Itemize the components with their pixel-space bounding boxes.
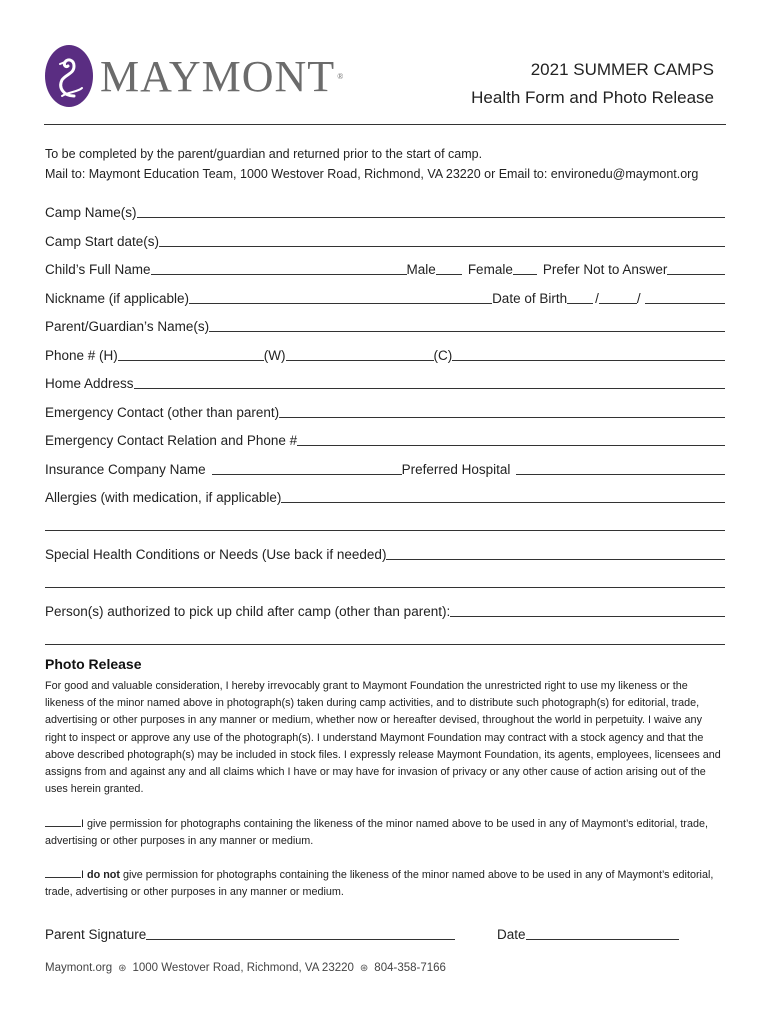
header-line-2: Health Form and Photo Release xyxy=(471,88,714,107)
prefer-not-label: Prefer Not to Answer xyxy=(542,262,668,277)
camp-start-field[interactable] xyxy=(159,245,725,247)
male-label: Male xyxy=(406,262,436,277)
emergency-contact-row xyxy=(45,400,725,422)
emergency-relation-field[interactable] xyxy=(297,444,725,446)
opt-out-bold: do not xyxy=(87,869,120,881)
allergies-extra-line[interactable] xyxy=(45,530,725,531)
intro-line-2: Mail to: Maymont Education Team, 1000 Westover Road, Richmond, VA 23220 or Email to: environedu@maymont.org xyxy=(45,167,699,181)
home-address-field[interactable] xyxy=(134,387,725,389)
emergency-relation-label: Emergency Contact Relation and Phone # xyxy=(45,433,298,448)
date-row xyxy=(497,922,679,944)
parent-name-label: Parent/Guardian’s Name(s) xyxy=(45,319,210,334)
child-name-row xyxy=(45,257,725,279)
footer xyxy=(45,962,446,974)
camp-start-row xyxy=(45,229,725,251)
special-health-field[interactable] xyxy=(386,558,725,560)
emergency-relation-row xyxy=(45,428,725,450)
parent-signature-row xyxy=(45,922,455,944)
dob-label: Date of Birth xyxy=(492,291,568,306)
footer-separator-icon: ⊛ xyxy=(118,962,127,974)
maymont-swan-logo-icon xyxy=(44,44,94,108)
photo-release-body: For good and valuable consideration, I hereby irrevocably grant to Maymont Foundation the unrestricted right to use my likeness or the likeness of the minor named above in photograph(s) taken during camp activities, and to distribute such photograph(s) for editorial, trade, advertising or other purposes in any manner or medium, whether now or hereafter devised, throughout the world in perpetuity. I waive any right to inspect or approve any use of the photograph(s). I understand Maymont Foundation may contract with a stock agency and that the above described photograph(s) may be included in stock files. I expressly release Maymont Foundation, its agents, employees, licensees and assigns from and against any and all claims which I have or may have for invasion of privacy or any other cause of action arising out of the uses herein granted. xyxy=(45,680,721,796)
intro-line-1: To be completed by the parent/guardian and returned prior to the start of camp. xyxy=(45,147,483,161)
header-title xyxy=(471,56,714,112)
intro-text xyxy=(45,144,698,184)
insurance-label: Insurance Company Name xyxy=(45,462,206,477)
photo-opt-out xyxy=(45,867,725,901)
photo-release-title: Photo Release xyxy=(45,656,142,672)
maymont-logo xyxy=(44,44,354,108)
opt-out-text: give permission for photographs containing the likeness of the minor named above to be used in any of Maymont’s editorial, trade, advertising or other purposes in any manner or medium. xyxy=(45,869,714,899)
nickname-label: Nickname (if applicable) xyxy=(45,291,190,306)
footer-address: 1000 Westover Road, Richmond, VA 23220 xyxy=(132,962,354,974)
phone-home-field[interactable] xyxy=(118,359,264,361)
dob-slash-2: / xyxy=(636,291,641,306)
dob-slash-1: / xyxy=(595,291,599,306)
insurance-field[interactable] xyxy=(212,473,402,475)
allergies-label: Allergies (with medication, if applicable) xyxy=(45,490,282,505)
allergies-field[interactable] xyxy=(281,501,725,503)
hospital-label: Preferred Hospital xyxy=(401,462,511,477)
special-health-row xyxy=(45,542,725,564)
dob-year-field[interactable] xyxy=(645,302,725,304)
nickname-row xyxy=(45,286,725,308)
opt-in-initial-field[interactable] xyxy=(45,816,81,827)
parent-signature-label: Parent Signature xyxy=(45,927,147,942)
maymont-wordmark: MAYMONT ® xyxy=(100,52,345,101)
home-address-row xyxy=(45,371,725,393)
opt-in-text: I give permission for photographs containing the likeness of the minor named above to be used in any of Maymont’s editorial, trade, advertising or other purposes in any manner or medium. xyxy=(45,818,708,848)
phone-work-label: (W) xyxy=(263,348,286,363)
pickup-row xyxy=(45,599,725,621)
phone-home-label: Phone # (H) xyxy=(45,348,118,363)
home-address-label: Home Address xyxy=(45,376,134,391)
opt-out-prefix: I xyxy=(81,869,84,881)
photo-opt-in xyxy=(45,816,725,850)
female-label: Female xyxy=(467,262,513,277)
opt-out-initial-field[interactable] xyxy=(45,867,81,878)
footer-separator-icon: ⊛ xyxy=(359,962,369,974)
header-line-1: 2021 SUMMER CAMPS xyxy=(530,60,714,79)
prefer-not-field[interactable] xyxy=(667,273,725,275)
special-health-label: Special Health Conditions or Needs (Use back if needed) xyxy=(45,547,387,562)
phone-cell-label: (C) xyxy=(433,348,453,363)
camp-start-label: Camp Start date(s) xyxy=(45,234,160,249)
camp-name-row xyxy=(45,200,725,222)
footer-phone: 804-358-7166 xyxy=(374,962,446,974)
special-health-extra-line[interactable] xyxy=(45,587,725,588)
header-divider xyxy=(44,124,726,125)
male-field[interactable] xyxy=(436,273,462,275)
footer-site: Maymont.org xyxy=(45,962,113,974)
phone-cell-field[interactable] xyxy=(452,359,725,361)
parent-name-row xyxy=(45,314,725,336)
pickup-field[interactable] xyxy=(450,615,725,617)
parent-signature-field[interactable] xyxy=(146,938,455,940)
phone-work-field[interactable] xyxy=(286,359,434,361)
camp-name-label: Camp Name(s) xyxy=(45,205,137,220)
child-name-label: Child’s Full Name xyxy=(45,262,151,277)
hospital-field[interactable] xyxy=(516,473,725,475)
parent-name-field[interactable] xyxy=(209,330,725,332)
allergies-row xyxy=(45,485,725,507)
emergency-contact-label: Emergency Contact (other than parent) xyxy=(45,405,280,420)
date-field[interactable] xyxy=(526,938,679,940)
phone-row xyxy=(45,343,725,365)
insurance-row xyxy=(45,457,725,479)
dob-month-field[interactable] xyxy=(567,302,593,304)
date-label: Date xyxy=(497,927,526,942)
pickup-extra-line[interactable] xyxy=(45,644,725,645)
camp-name-field[interactable] xyxy=(137,216,725,218)
emergency-contact-field[interactable] xyxy=(279,416,725,418)
nickname-field[interactable] xyxy=(189,302,492,304)
child-name-field[interactable] xyxy=(151,273,407,275)
female-field[interactable] xyxy=(513,273,537,275)
dob-day-field[interactable] xyxy=(599,302,637,304)
pickup-label: Person(s) authorized to pick up child after camp (other than parent): xyxy=(45,604,451,619)
